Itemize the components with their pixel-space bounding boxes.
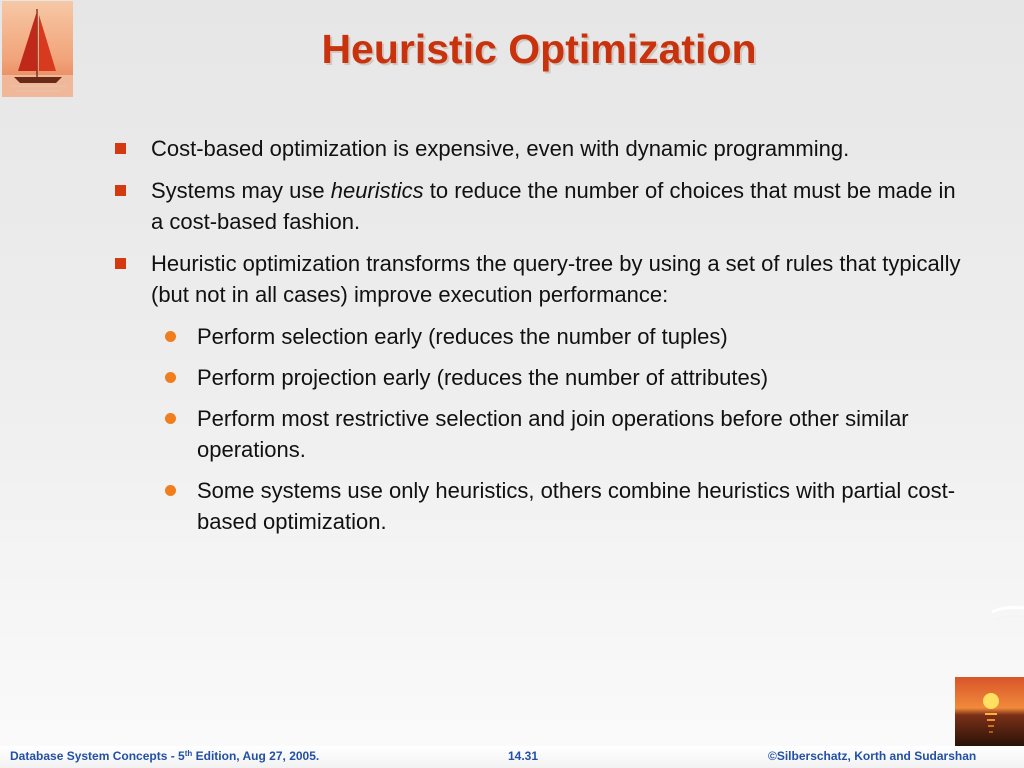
footer-title-prefix: Database System Concepts - 5 bbox=[10, 749, 185, 763]
bullet-emphasis: heuristics bbox=[330, 178, 424, 203]
square-bullet-icon bbox=[115, 185, 126, 196]
bullet-text-start: Systems may use bbox=[151, 178, 331, 203]
bullet-text-end: to reduce the number of choices that must be made in a cost-based fashion. bbox=[151, 178, 956, 234]
round-bullet-icon bbox=[165, 331, 176, 342]
sub-bullet-text: Some systems use only heuristics, others combine heuristics with partial cost-based optimization. bbox=[197, 478, 956, 534]
sub-bullet-item bbox=[115, 403, 965, 465]
footer-title-suffix: Edition, Aug 27, 2005. bbox=[192, 749, 320, 763]
footer-course-title bbox=[10, 749, 319, 763]
footer-title-sup: th bbox=[184, 749, 193, 758]
footer-copyright: ©Silberschatz, Korth and Sudarshan bbox=[768, 749, 977, 763]
sub-bullet-text: Perform most restrictive selection and join operations before other similar operations. bbox=[197, 406, 909, 462]
bullet-text: Heuristic optimization transforms the query-tree by using a set of rules that typically (but not in all cases) improve execution performance: bbox=[151, 251, 961, 307]
slide-title: Heuristic Optimization bbox=[321, 26, 757, 72]
square-bullet-icon bbox=[115, 258, 126, 269]
round-bullet-icon bbox=[165, 485, 176, 496]
square-bullet-icon bbox=[115, 143, 126, 154]
sub-bullet-item bbox=[115, 362, 965, 393]
sub-bullet-text: Perform selection early (reduces the number of tuples) bbox=[197, 324, 728, 349]
sub-bullet-item bbox=[115, 475, 965, 537]
bullet-text: Cost-based optimization is expensive, even with dynamic programming. bbox=[151, 136, 850, 161]
bullet-item bbox=[115, 133, 965, 164]
slide-number: 14.31 bbox=[508, 749, 539, 763]
bullet-item bbox=[115, 175, 965, 237]
round-bullet-icon bbox=[165, 413, 176, 424]
sunset-logo-icon bbox=[955, 677, 1024, 746]
sub-bullet-item bbox=[115, 321, 965, 352]
sub-bullet-text: Perform projection early (reduces the number of attributes) bbox=[197, 365, 769, 390]
bullet-list bbox=[115, 133, 965, 547]
round-bullet-icon bbox=[165, 372, 176, 383]
decorative-arc-icon bbox=[990, 590, 1024, 630]
bullet-item bbox=[115, 248, 965, 310]
